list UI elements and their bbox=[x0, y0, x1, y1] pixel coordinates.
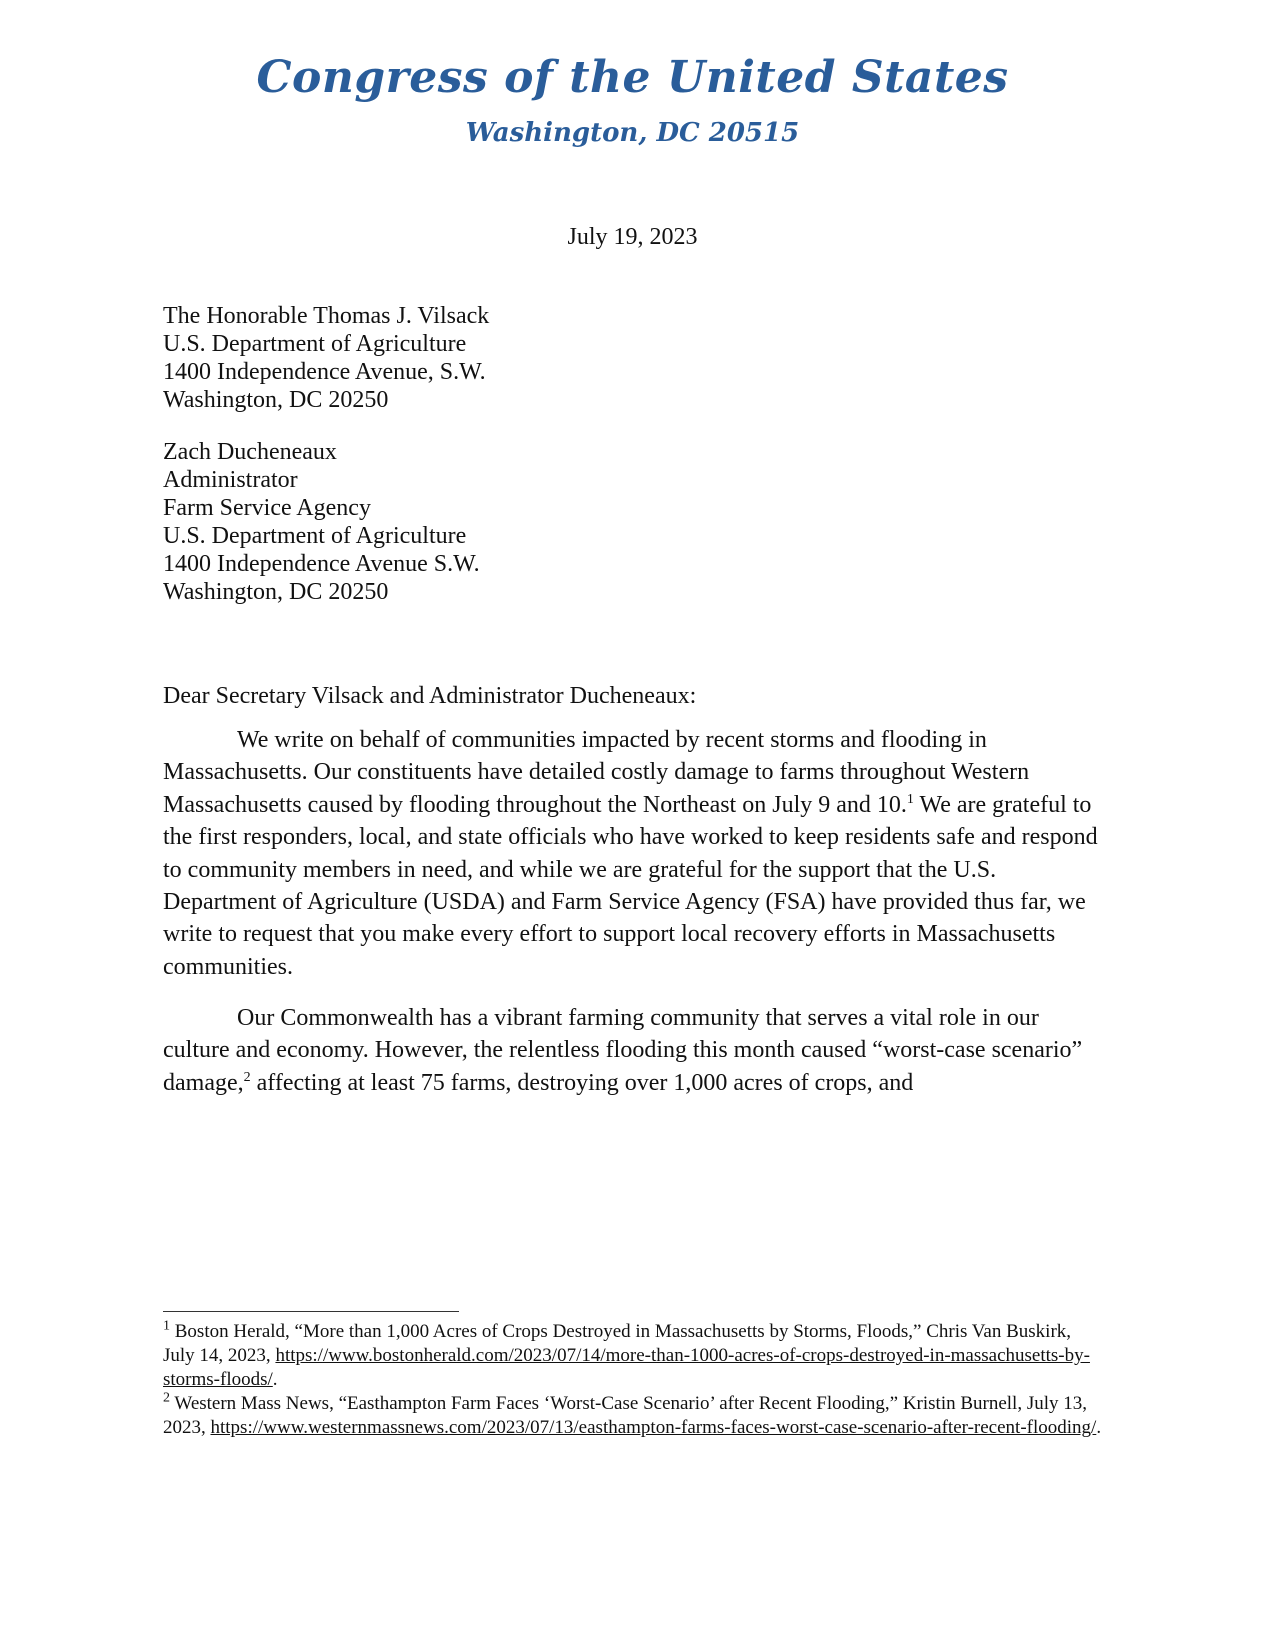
address-line: Washington, DC 20250 bbox=[163, 579, 389, 605]
address-line: Zach Ducheneaux bbox=[163, 439, 337, 465]
body-paragraph-2 bbox=[163, 1002, 1098, 1099]
address-line: U.S. Department of Agriculture bbox=[163, 523, 467, 549]
paragraph-text: We are grateful to the first responders, local, and state officials who have worked to keep residents safe and respond to community members in need, and while we are grateful for the support that the U.S. Department of Agriculture (USDA) and Farm Service Agency (FSA) have provided thus far, we write to request that you make every effort to support local recovery efforts in Massachusetts communities. bbox=[163, 791, 1098, 980]
footnote-text: Western Mass News, “Easthampton Farm Faces ‘Worst-Case Scenario’ after Recent Flooding,” Kristin Burnell, July 13, 2023, bbox=[163, 1393, 1088, 1438]
paragraph-text: We write on behalf of communities impacted by recent storms and flooding in Massachusetts. Our constituents have detailed costly damage to farms throughout Western Massachusetts caused by flooding throughout the Northeast on July 9 and 10. bbox=[163, 727, 1030, 818]
address-line: 1400 Independence Avenue, S.W. bbox=[163, 359, 486, 385]
paragraph-text: Our Commonwealth has a vibrant farming community that serves a vital role in our culture and economy. However, the relentless flooding this month caused “worst-case scenario” damage, bbox=[163, 1005, 1083, 1096]
footnote-ref-2[interactable]: 2 bbox=[243, 1069, 251, 1085]
address-line: Washington, DC 20250 bbox=[163, 387, 389, 413]
recipient-address-2 bbox=[163, 438, 480, 606]
footnote-link-2[interactable]: https://www.westernmassnews.com/2023/07/13/easthampton-farms-faces-worst-case-scenario-after-recent-flooding/ bbox=[210, 1417, 1097, 1438]
footnote-number: 2 bbox=[163, 1390, 170, 1406]
recipient-address-1 bbox=[163, 302, 489, 414]
letterhead-title: Congress of the United States bbox=[256, 52, 1009, 103]
footnote-2 bbox=[163, 1392, 1103, 1440]
footnote-number: 1 bbox=[163, 1318, 170, 1334]
footnotes bbox=[163, 1320, 1103, 1440]
footnote-divider bbox=[163, 1311, 459, 1312]
address-line: 1400 Independence Avenue S.W. bbox=[163, 551, 480, 577]
footnote-ref-1[interactable]: 1 bbox=[906, 791, 914, 807]
footnote-1 bbox=[163, 1320, 1103, 1392]
salutation: Dear Secretary Vilsack and Administrator Ducheneaux: bbox=[163, 683, 697, 709]
address-line: Farm Service Agency bbox=[163, 495, 371, 521]
footnote-link-1[interactable]: https://www.bostonherald.com/2023/07/14/more-than-1000-acres-of-crops-destroyed-in-massachusetts-by-storms-floods/ bbox=[163, 1345, 1090, 1390]
body-paragraph-1 bbox=[163, 724, 1098, 983]
paragraph-text: affecting at least 75 farms, destroying over 1,000 acres of crops, and bbox=[250, 1069, 914, 1096]
footnote-tail: . bbox=[272, 1369, 278, 1390]
letterhead-subtitle: Washington, DC 20515 bbox=[465, 118, 800, 148]
footnote-tail: . bbox=[1096, 1417, 1102, 1438]
address-line: The Honorable Thomas J. Vilsack bbox=[163, 303, 490, 329]
footnote-text: Boston Herald, “More than 1,000 Acres of Crops Destroyed in Massachusetts by Storms, Floods,” Chris Van Buskirk, July 14, 2023, bbox=[163, 1321, 1072, 1366]
letter-date: July 19, 2023 bbox=[567, 224, 698, 250]
address-line: U.S. Department of Agriculture bbox=[163, 331, 467, 357]
address-line: Administrator bbox=[163, 467, 298, 493]
